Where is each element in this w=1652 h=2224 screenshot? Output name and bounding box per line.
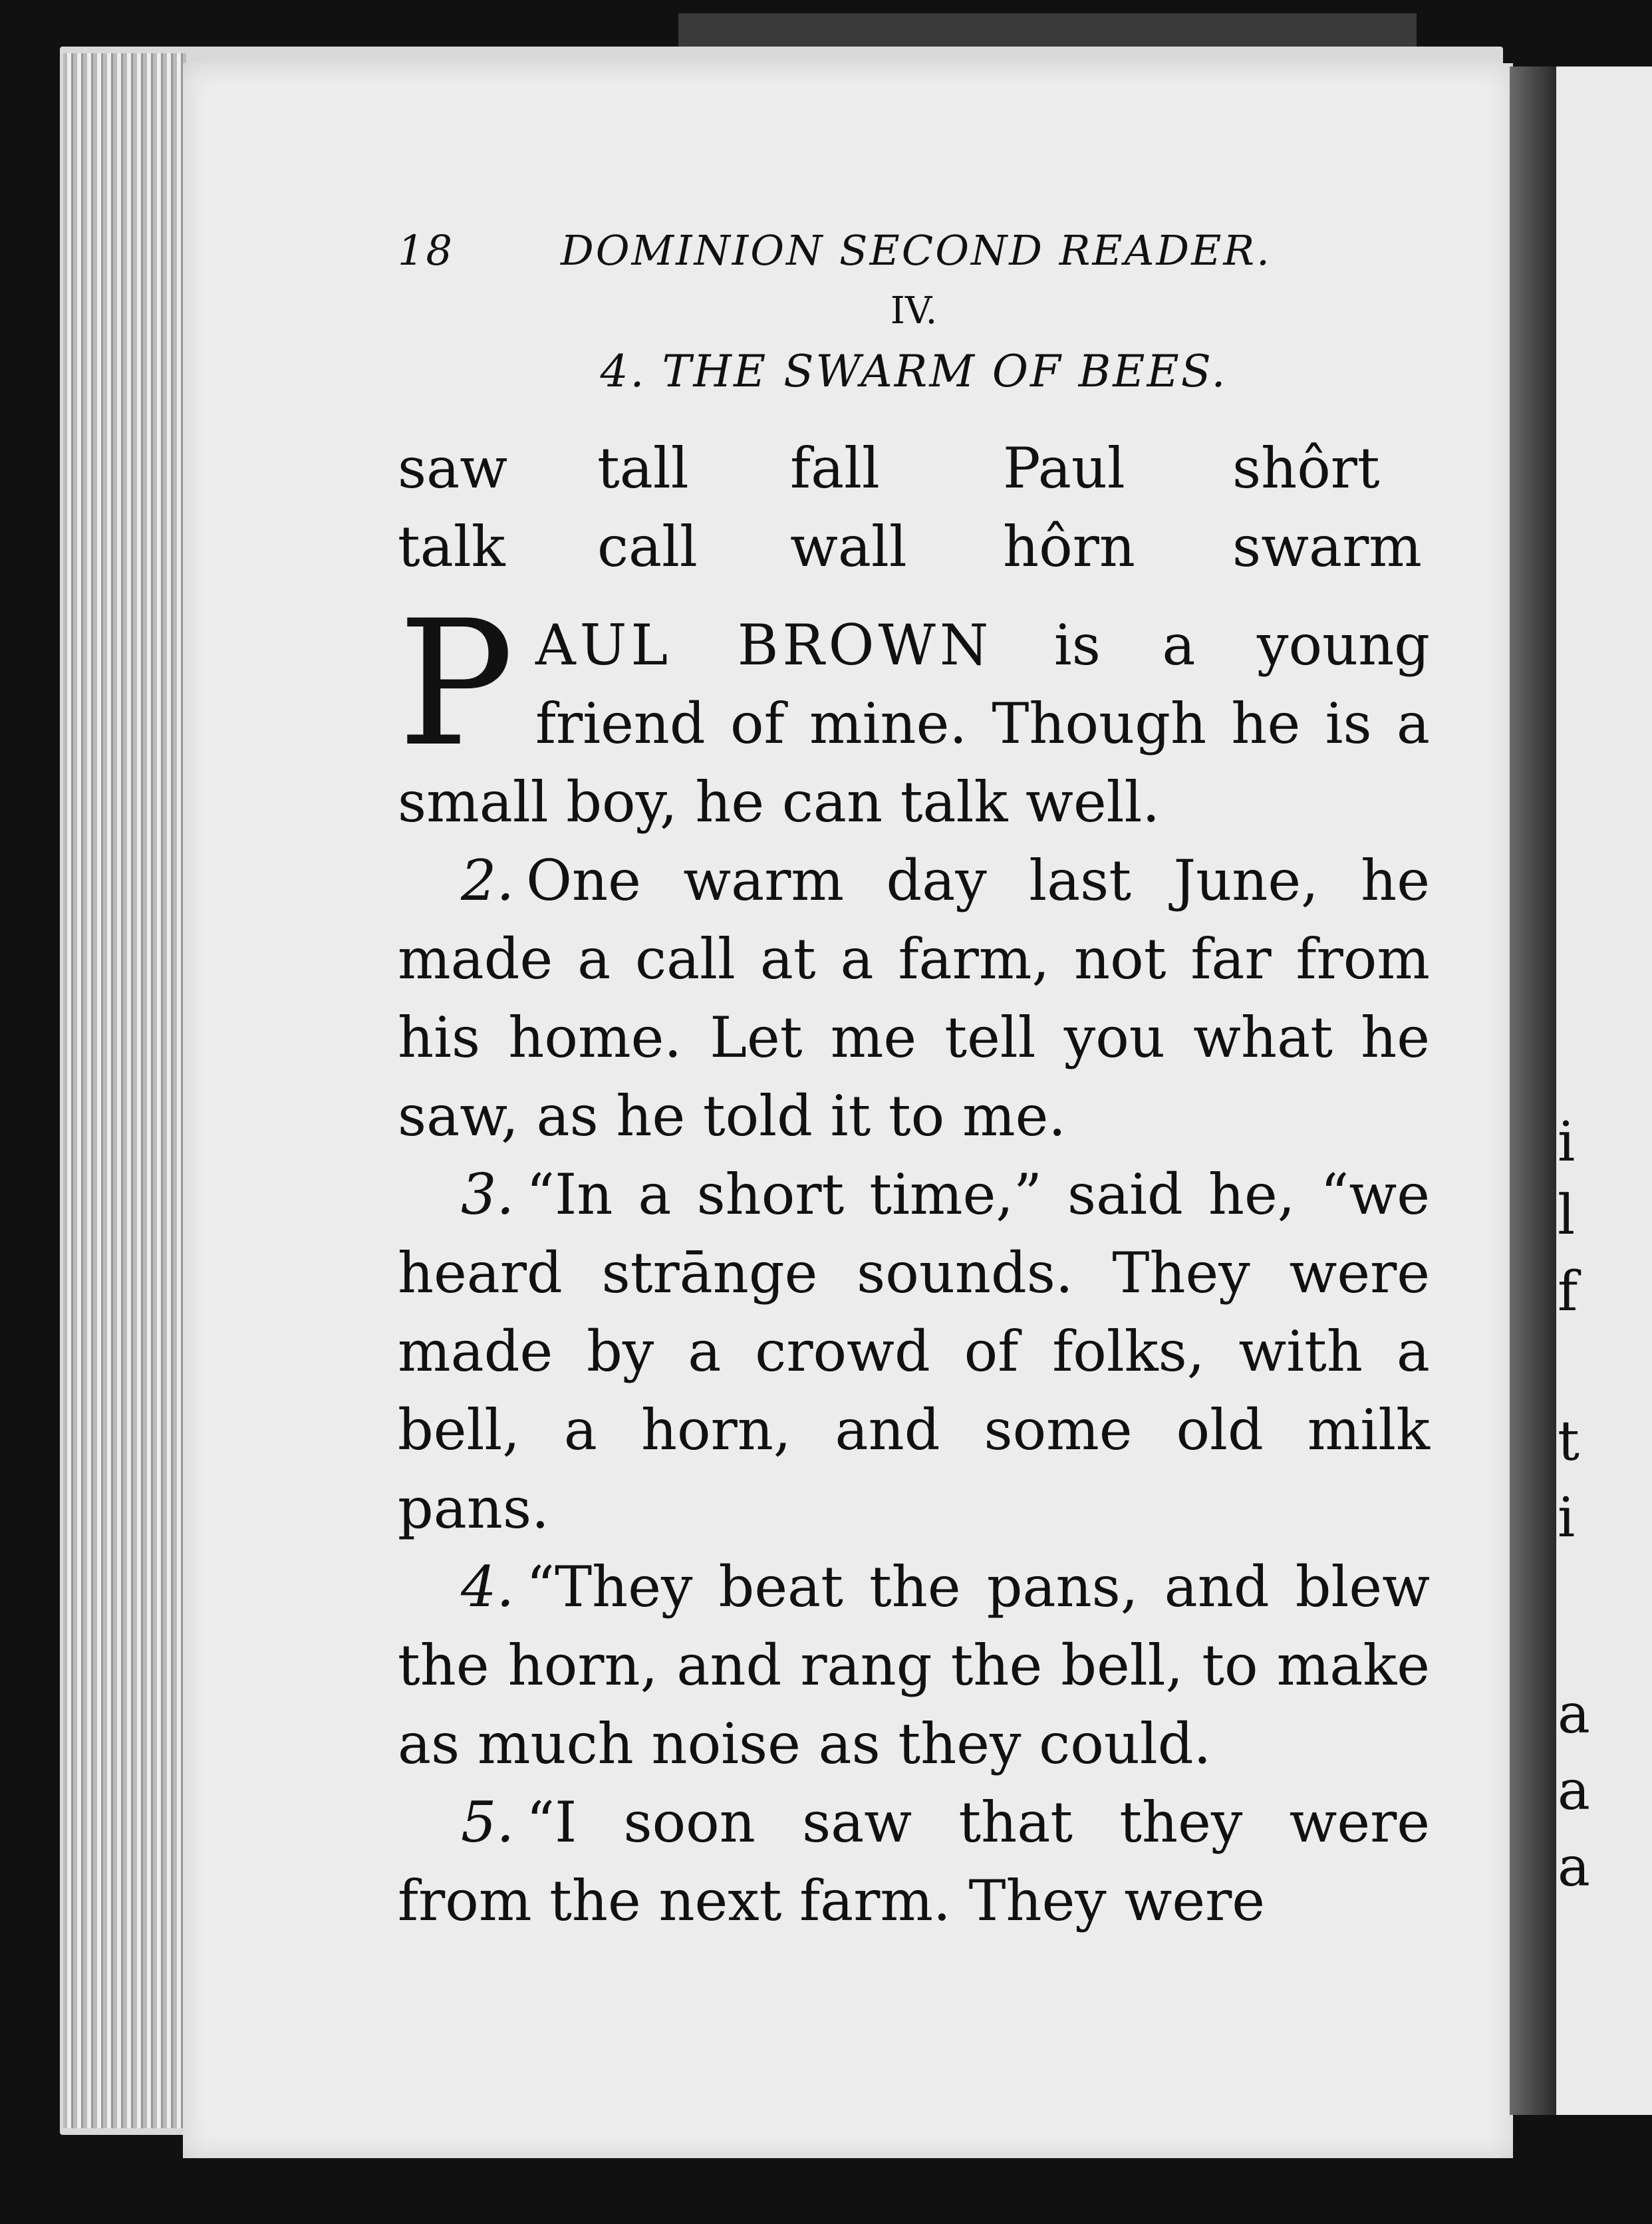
spelling-word-list <box>398 429 1430 586</box>
adjacent-page-fragment: i <box>1558 1111 1576 1174</box>
section-numeral: IV. <box>890 289 938 333</box>
adjacent-page <box>1556 67 1652 2115</box>
spelling-word: talk <box>398 514 505 579</box>
spelling-word: wall <box>790 514 907 579</box>
paragraph-4 <box>398 1548 1430 1783</box>
spelling-word: saw <box>398 436 508 501</box>
paragraph-number: 2. <box>461 848 515 913</box>
paragraph-text: “They beat the pans, and blew the horn, and rang the bell, to make as much noise as they could. <box>398 1554 1430 1776</box>
drop-cap: P <box>398 584 514 785</box>
page-number: 18 <box>398 226 454 275</box>
book-gutter <box>1510 67 1556 2115</box>
paragraph-5 <box>398 1783 1430 1940</box>
paragraph-lead-caps: AUL BROWN <box>535 613 993 678</box>
paragraph-text: “I soon saw that they were from the next farm. They were <box>398 1790 1430 1933</box>
adjacent-page-fragment: a <box>1558 1759 1590 1822</box>
running-title: DOMINION SECOND READER. <box>561 226 1272 275</box>
paragraph-number: 4. <box>461 1554 515 1619</box>
spelling-word: call <box>597 514 698 579</box>
adjacent-page-fragment: a <box>1558 1683 1590 1746</box>
paragraph-3 <box>398 1155 1430 1548</box>
lesson-title: 4. THE SWARM OF BEES. <box>600 346 1228 397</box>
adjacent-page-fragment: t <box>1558 1410 1580 1473</box>
running-header <box>398 213 1430 293</box>
paragraph-text: “In a short time,” said he, “we heard strānge sounds. They were made by a crowd of folks, with a bell, a horn, and some old milk pans. <box>398 1162 1430 1541</box>
paragraph-text: One warm day last June, he made a call at a farm, not far from his home. Let me tell you what he saw, as he told it to me. <box>398 848 1430 1149</box>
page-content <box>398 213 1430 1940</box>
paragraph-number: 5. <box>461 1790 515 1855</box>
spelling-word: shôrt <box>1232 436 1380 501</box>
page-edges <box>63 53 186 2128</box>
spelling-word: swarm <box>1232 514 1422 579</box>
spelling-word: hôrn <box>1003 514 1135 579</box>
paragraph-number: 3. <box>461 1162 515 1227</box>
adjacent-page-fragment: i <box>1558 1486 1576 1550</box>
paragraph-text: is a young friend of mine. Though he is a small boy, he can talk well. <box>398 613 1430 835</box>
spelling-word: tall <box>597 436 689 501</box>
adjacent-page-fragment: a <box>1558 1836 1590 1899</box>
spelling-word: Paul <box>1003 436 1125 501</box>
spelling-word: fall <box>790 436 880 501</box>
adjacent-page-fragment: f <box>1558 1260 1578 1323</box>
paragraph-1 <box>398 584 1430 841</box>
paragraph-2 <box>398 841 1430 1155</box>
adjacent-page-fragment: l <box>1558 1184 1576 1247</box>
